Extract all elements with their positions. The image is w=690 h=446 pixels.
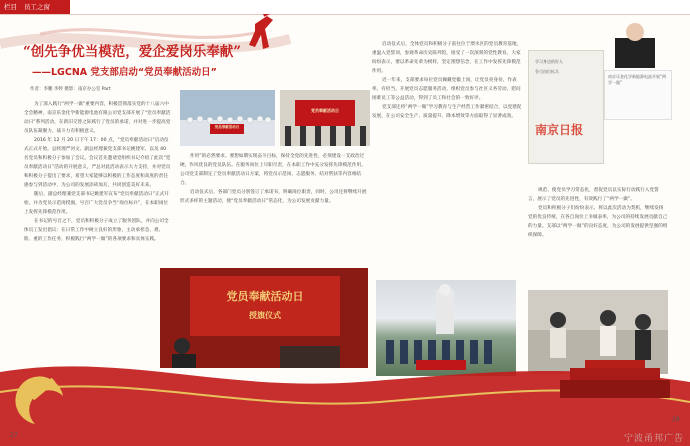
paragraph: 2016 年 12 月 20 日下午 17：00 点，“党员奉献活动日”启动仪式正式开始。总经理严河文、副总经理兼党支部书记姚建军，以及 40 名党员和积极分子参加了会议。会议首先邀请党组织书记介绍了此次“党员奉献活动日”活动的开展意义，严总对此活动表示大力支持，并对党员和积极分子提出了要求，希望大家能够以积极的工作态度和高度的责任感参与到活动中，为公司的发展添砖加瓦，共同创造美好未来。 xyxy=(24,138,171,188)
watermark: 宁波甬邦广告 xyxy=(623,434,684,444)
header-label: 员工之窗 xyxy=(24,3,50,11)
byline: 作者：李鹏 李婷 摄影：南京办公室 Part xyxy=(30,87,111,92)
paragraph: 近一年来，支部要求每位党员佩戴党徽上岗，让党员亮身份、作表率、有担当。开展党员志愿服务活动，组织党员参与社区义务劳动、慰问困难员工等公益活动，得到了员工和社会的一致好评。 xyxy=(372,78,521,101)
article-title: “创先争优当模范，爱企爱岗乐奉献” xyxy=(23,44,242,60)
banner-photo-graphic xyxy=(280,90,370,146)
article-column-3 xyxy=(372,40,524,272)
paragraph: 为了深入践行“两学一做”重要内容，积极贯彻落实党的十八届六中全会精神，南京乐金化学新能源电池有限公司党支部开展了“党员奉献活动日”系列活动，在新旧交替之际践行了党员的承诺，并对进一步提高党员队伍凝聚力、战斗力有积极意义。 xyxy=(24,102,171,134)
paragraph: 启动仪式后，全体党员和积极分子前往位于溧水区的党员教育基地，重温入党誓词，参观革命历史陈列馆，接受了一次深刻的党性教育。大家纷纷表示，要以革命先辈为榜样，坚定理想信念，在工作中发挥先锋模范作用。 xyxy=(372,42,522,74)
photo1-banner: 党员奉献活动日 xyxy=(212,125,242,130)
paragraph: 启动仪式后，各部门党员分别签订了承诺书，明确岗位职责，同时，公司还将继续开展形式多样的主题活动，使“党员奉献活动日”常态化，为公司发展贡献力量。 xyxy=(180,190,367,204)
group-photo-graphic xyxy=(180,90,275,146)
photo3-banner: 党员奉献活动日 xyxy=(226,290,304,303)
clipping-line2: 争当岗位标兵 xyxy=(535,69,559,74)
article-subtitle: ——LGCNA 党支部启动“党员奉献活动日” xyxy=(32,67,217,78)
paragraph: 党员和积极分子们纷纷表示，将以此次活动为契机，继续发扬党的优良传统，在各自岗位上争做表率，为公司的持续发展贡献自己的力量。支部以“两学一做”的良好态度，为公司的发展提供坚强的组织保障。 xyxy=(528,206,668,238)
paragraph: 在书记的号召之下，党员和积极分子成立了服务团队，并向公司全体员工发出倡议：在日常工作中树立良好的形象，主动承担急、难、险、重的工作任务，积极践行“两学一做”的各项要求和具体实践。 xyxy=(24,219,169,242)
page-number-right: 28 xyxy=(672,416,680,423)
article-column-4 xyxy=(528,186,668,286)
newspaper-clipping xyxy=(528,50,604,164)
page-number-left: 27 xyxy=(10,432,18,439)
article-column-2 xyxy=(180,152,370,260)
paragraph: 规范、使党员学习常态化，督促党员以实际行动践行入党誓言，展示了党员的先进性，有效践行了“两学一做”。 xyxy=(528,188,659,202)
header-section: 栏目 xyxy=(4,3,17,11)
paragraph: 党支部还将“两学一做”学习教育与生产经营工作紧密结合，以党建促发展，在公司安全生产、质量提升、降本增效等方面取得了显著成效。 xyxy=(372,105,522,119)
paragraph: 随后，副总经理兼党支部书记姚建军宣布“党员奉献活动日”正式开始，并为党员示范岗授旗，号召广大党员争当“岗位标兵”，在本职岗位上发挥先锋模范作用。 xyxy=(24,192,169,215)
article-column-1 xyxy=(24,100,172,336)
photo-group-indoor xyxy=(180,90,275,146)
photo2-banner: 党员奉献活动日 xyxy=(311,108,339,113)
page-header xyxy=(0,0,690,15)
photo-red-banner xyxy=(280,90,370,146)
bottom-red-wave xyxy=(0,352,690,446)
photo3-sub: 授旗仪式 xyxy=(249,310,281,320)
paragraph: 作用”的必然要求。要想如期实现奋斗目标，保持全党的先进性，必须建设一支政治过硬、作风优良的党员队伍。在服务岗位上尽职尽责，在本职工作中充分发挥先锋模范作用。公司党支部制定了党员奉献活动日方案，将党员示范岗、志愿服务、结对帮扶等内容相结合。 xyxy=(180,154,366,186)
clipping-headline: 南京乐金化学新能源电池开展“两学一做” xyxy=(604,70,672,120)
figure-silhouette-icon xyxy=(605,18,665,68)
clipping-line1: 学习身边的好人 xyxy=(535,59,563,64)
clipping-paper-title: 南京日报 xyxy=(535,123,584,137)
